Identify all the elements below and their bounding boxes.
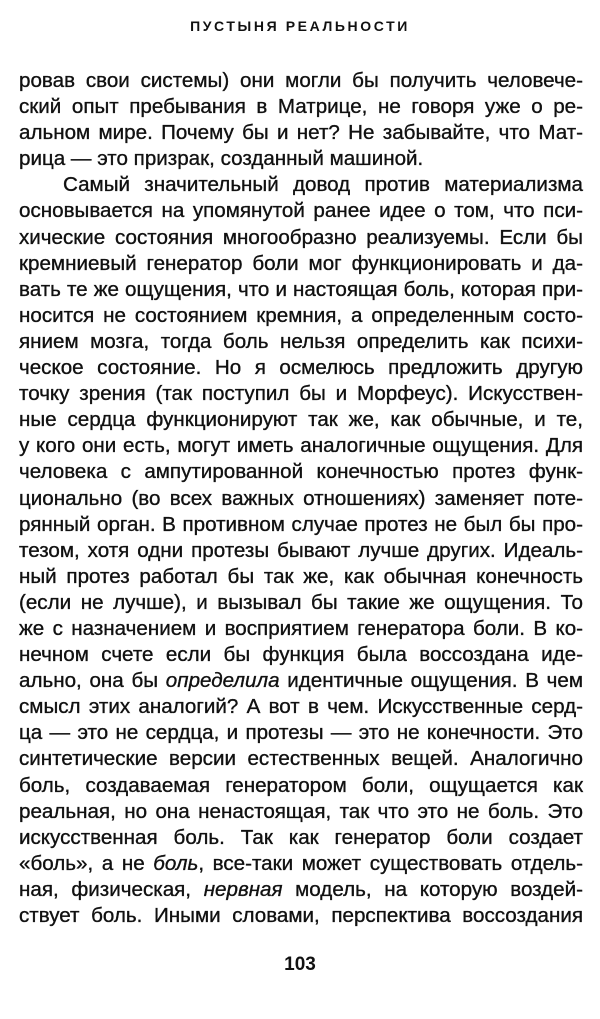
page-number: 103 <box>284 954 316 975</box>
text-line: смысл этих аналогий? А вот в чем. Искусственные серд- <box>19 695 583 719</box>
text-line: у кого они есть, могут иметь аналогичные ощущения. Для <box>19 434 583 458</box>
italic-emphasis: определила <box>165 669 280 693</box>
text-line: альном мире. Почему бы и нет? Не забывайте, что Мат- <box>19 121 583 145</box>
text-line: же с назначением и восприятием генератора боли. В ко- <box>19 616 583 640</box>
text-segment: «боль», а не <box>19 851 154 875</box>
text-line: рянный орган. В противном случае протез не был бы про- <box>19 512 583 536</box>
text-segment: модель, на которую воздей- <box>282 877 583 901</box>
italic-emphasis: нервная <box>203 877 283 901</box>
text-line: тезом, хотя одни протезы бывают лучше других. Идеаль- <box>19 538 583 562</box>
text-line: янием мозга, тогда боль нельзя определить как психи- <box>19 329 583 353</box>
text-segment: ная, физическая, <box>19 877 204 901</box>
text-line: основывается на упомянутой ранее идее о том, что пси- <box>19 199 583 223</box>
page-body-text <box>19 68 583 929</box>
running-header: ПУСТЫНЯ РЕАЛЬНОСТИ <box>190 18 410 34</box>
text-line: синтетические версии естественных вещей. Аналогично <box>19 747 583 771</box>
text-line: ный протез работал бы так же, как обычная конечность <box>19 564 583 588</box>
text-line: ствует боль. Иными словами, перспектива воссоздания <box>19 904 583 927</box>
text-line: точку зрения (так поступил бы и Морфеус). Искусствен- <box>19 382 583 406</box>
paragraph <box>19 68 583 172</box>
text-line: вать те же ощущения, что и настоящая боль, которая при- <box>19 277 583 301</box>
text-line: носится не состоянием кремния, а определенным состо- <box>19 303 583 327</box>
text-line: реальная, но она ненастоящая, так что это не боль. Это <box>19 799 583 823</box>
text-line <box>19 668 583 694</box>
text-line: ционально (во всех важных отношениях) заменяет поте- <box>19 486 583 510</box>
text-segment: , все-таки может существовать отдель- <box>198 851 583 875</box>
text-line: ческое состояние. Но я осмелюсь предложить другую <box>19 356 583 380</box>
italic-emphasis: боль <box>153 851 199 875</box>
text-line: человека с ампутированной конечностью протез функ- <box>19 460 583 484</box>
text-segment: ально, она бы <box>19 669 166 693</box>
text-line: ровав свои системы) они могли бы получить человече- <box>19 69 583 92</box>
text-line: ский опыт пребывания в Матрице, не говоря уже о ре- <box>19 95 583 119</box>
text-line: рица — это призрак, созданный машиной. <box>19 147 424 171</box>
text-line: ца — это не сердца, и протезы — это не конечности. Это <box>19 721 583 745</box>
text-line: нечном счете если бы функция была воссоздана иде- <box>19 643 583 667</box>
text-line: искусственная боль. Так как генератор боли создает <box>19 825 583 849</box>
text-line: боль, создаваемая генератором боли, ощущается как <box>19 773 583 797</box>
text-line: ные сердца функционируют так же, как обычные, и те, <box>19 408 583 432</box>
text-line: (если не лучше), и вызывал бы такие же ощущения. То <box>19 590 583 614</box>
text-line: кремниевый генератор боли мог функционировать и да- <box>19 251 583 275</box>
text-line <box>19 877 583 903</box>
text-line: хические состояния многообразно реализуемы. Если бы <box>19 225 583 249</box>
paragraph <box>19 172 583 929</box>
text-line: Самый значительный довод против материализма <box>63 173 583 197</box>
text-segment: идентичные ощущения. В чем <box>279 669 583 693</box>
text-line <box>19 851 583 877</box>
